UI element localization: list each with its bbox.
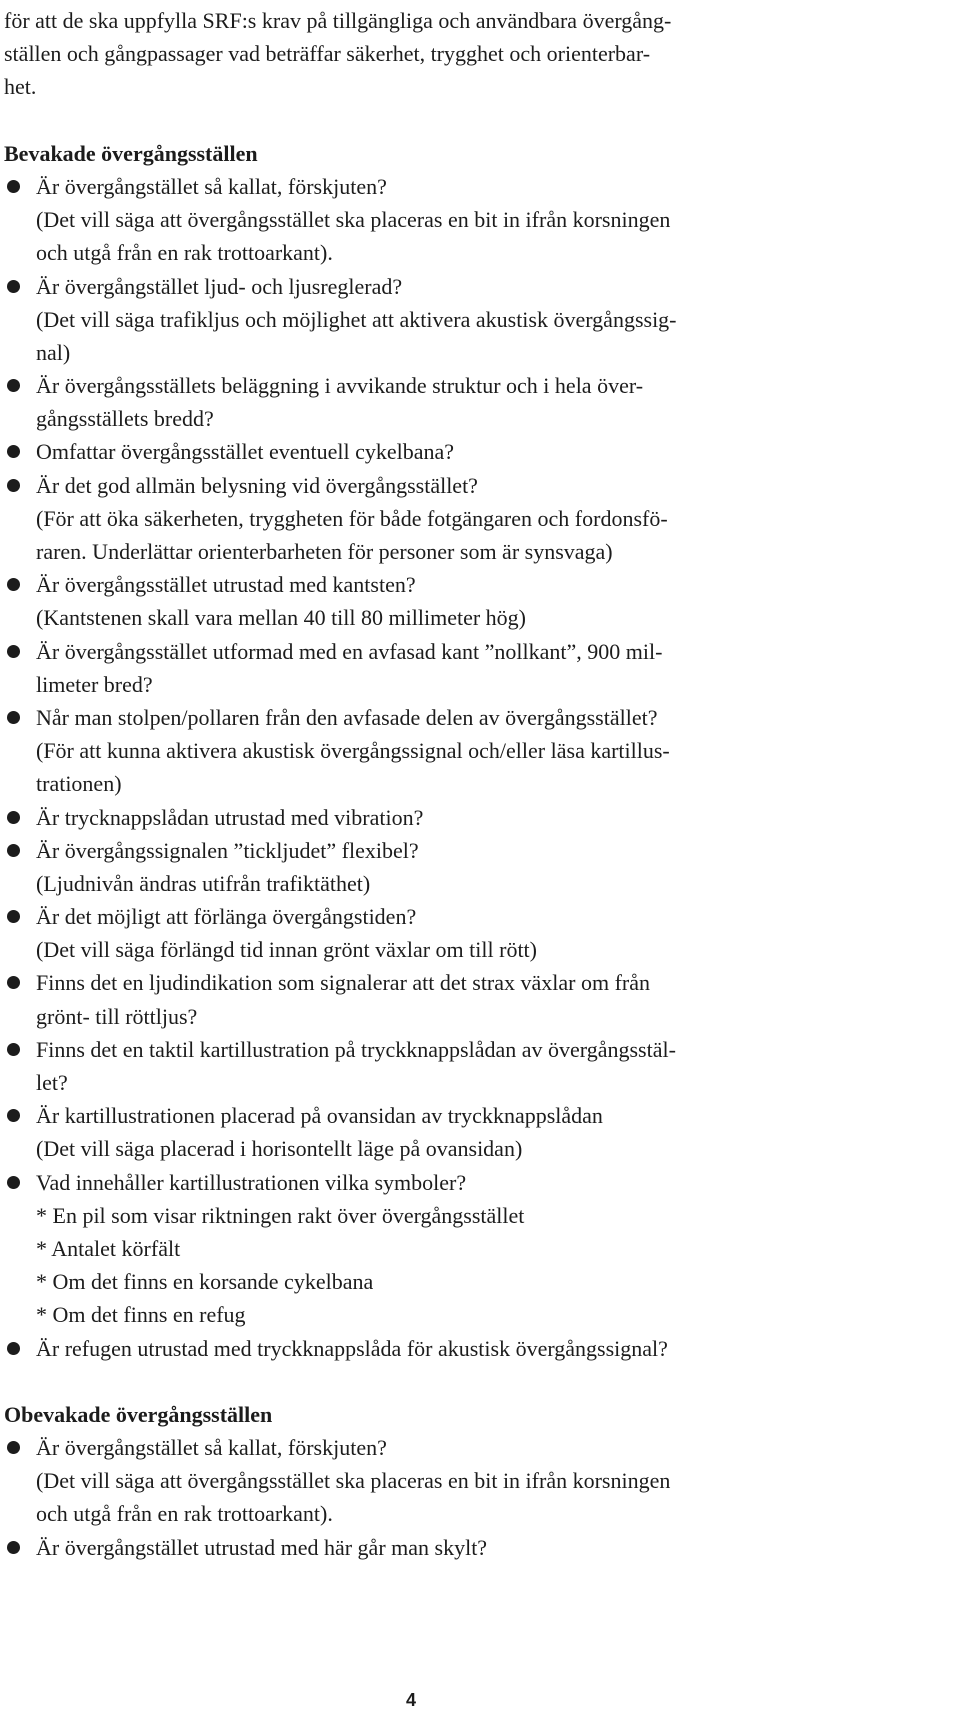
bullet-item bbox=[4, 170, 934, 203]
line-text: Är övergångsställets beläggning i avvikande struktur och i hela över- bbox=[36, 373, 644, 399]
line-text: Är refugen utrustad med tryckknappslåda för akustisk övergångssignal? bbox=[36, 1335, 668, 1361]
line-text: Vad innehåller kartillustrationen vilka symboler? bbox=[36, 1169, 467, 1195]
bullet-dot-icon bbox=[7, 645, 20, 658]
bullet-dot-icon bbox=[7, 1176, 20, 1189]
line-text: limeter bred? bbox=[36, 671, 153, 697]
bullet-item bbox=[4, 1099, 934, 1132]
text-line bbox=[4, 1232, 934, 1265]
text-line bbox=[4, 1199, 934, 1232]
line-text: (Ljudnivån ändras utifrån trafiktäthet) bbox=[36, 870, 371, 896]
document-body bbox=[4, 4, 934, 1564]
line-text: Når man stolpen/pollaren från den avfasade delen av övergångsstället? bbox=[36, 704, 658, 730]
text-line bbox=[4, 734, 934, 767]
text-line bbox=[4, 1464, 934, 1497]
line-text: let? bbox=[36, 1070, 68, 1095]
line-text: Bevakade övergångsställen bbox=[4, 140, 258, 166]
line-text: (Det vill säga trafikljus och möjlighet att aktivera akustisk övergångssig- bbox=[36, 306, 677, 332]
text-line bbox=[4, 203, 934, 236]
bullet-item bbox=[4, 1332, 934, 1365]
text-line bbox=[4, 502, 934, 535]
line-text: för att de ska uppfylla SRF:s krav på tillgängliga och användbara övergång- bbox=[4, 8, 672, 33]
text-line bbox=[4, 601, 934, 634]
text-line bbox=[4, 535, 934, 568]
line-text: Är övergångssignalen ”tickljudet” flexibel? bbox=[36, 837, 419, 863]
line-text: Finns det en ljudindikation som signalerar att det strax växlar om från bbox=[36, 970, 651, 996]
text-line bbox=[4, 933, 934, 966]
bullet-item bbox=[4, 1531, 934, 1564]
line-text: het. bbox=[4, 74, 37, 100]
line-text: (Kantstenen skall vara mellan 40 till 80 millimeter hög) bbox=[36, 605, 526, 631]
spacer bbox=[4, 1365, 934, 1398]
text-line bbox=[4, 402, 934, 435]
bullet-item bbox=[4, 369, 934, 402]
line-text: Är trycknappslådan utrustad med vibration? bbox=[36, 804, 424, 830]
line-text: nal) bbox=[36, 339, 71, 365]
bullet-item bbox=[4, 635, 934, 668]
bullet-dot-icon bbox=[7, 976, 20, 989]
bullet-dot-icon bbox=[7, 1342, 20, 1355]
text-line bbox=[4, 70, 934, 103]
line-text: Är övergångstället utrustad med här går man skylt? bbox=[36, 1534, 488, 1560]
line-text: * Om det finns en refug bbox=[36, 1302, 246, 1328]
text-line bbox=[4, 336, 934, 369]
text-line bbox=[4, 303, 934, 336]
bullet-item bbox=[4, 1033, 934, 1066]
bullet-dot-icon bbox=[7, 445, 20, 458]
section-heading bbox=[4, 137, 934, 170]
line-text: (Det vill säga förlängd tid innan grönt växlar om till rött) bbox=[36, 937, 537, 963]
line-text: Finns det en taktil kartillustration på tryckknappslådan av övergångsstäl- bbox=[36, 1036, 676, 1062]
line-text: gångsställets bredd? bbox=[36, 406, 214, 432]
bullet-dot-icon bbox=[7, 280, 20, 293]
bullet-item bbox=[4, 801, 934, 834]
bullet-item bbox=[4, 270, 934, 303]
line-text: (Det vill säga att övergångsstället ska placeras en bit in ifrån korsningen bbox=[36, 207, 671, 233]
bullet-item bbox=[4, 966, 934, 999]
bullet-item bbox=[4, 469, 934, 502]
bullet-dot-icon bbox=[7, 811, 20, 824]
bullet-dot-icon bbox=[7, 180, 20, 193]
line-text: Är övergångsstället utformad med en avfasad kant ”nollkant”, 900 mil- bbox=[36, 638, 663, 664]
text-line bbox=[4, 668, 934, 701]
text-line bbox=[4, 1066, 934, 1099]
bullet-item bbox=[4, 701, 934, 734]
line-text: * Om det finns en korsande cykelbana bbox=[36, 1269, 374, 1295]
line-text: och utgå från en rak trottoarkant). bbox=[36, 240, 333, 266]
bullet-item bbox=[4, 834, 934, 867]
line-text: trationen) bbox=[36, 771, 122, 797]
line-text: Obevakade övergångsställen bbox=[4, 1401, 273, 1427]
line-text: Är övergångstället ljud- och ljusreglerad? bbox=[36, 273, 403, 299]
bullet-dot-icon bbox=[7, 1043, 20, 1056]
text-line bbox=[4, 4, 934, 37]
bullet-item bbox=[4, 568, 934, 601]
spacer bbox=[4, 104, 934, 137]
text-line bbox=[4, 1497, 934, 1530]
line-text: (För att kunna aktivera akustisk övergångssignal och/eller läsa kartillus- bbox=[36, 738, 670, 764]
bullet-dot-icon bbox=[7, 1441, 20, 1454]
text-line bbox=[4, 1132, 934, 1165]
text-line bbox=[4, 37, 934, 70]
bullet-dot-icon bbox=[7, 578, 20, 591]
line-text: Är kartillustrationen placerad på ovansidan av tryckknappslådan bbox=[36, 1103, 603, 1129]
line-text: * Antalet körfält bbox=[36, 1235, 181, 1261]
bullet-dot-icon bbox=[7, 379, 20, 392]
text-line bbox=[4, 236, 934, 269]
bullet-dot-icon bbox=[7, 1109, 20, 1122]
text-line bbox=[4, 767, 934, 800]
bullet-item bbox=[4, 900, 934, 933]
bullet-dot-icon bbox=[7, 910, 20, 923]
line-text: Är övergångstället så kallat, förskjuten? bbox=[36, 173, 387, 199]
line-text: grönt- till röttljus? bbox=[36, 1003, 198, 1029]
line-text: (För att öka säkerheten, tryggheten för både fotgängaren och fordonsfö- bbox=[36, 505, 668, 531]
bullet-dot-icon bbox=[7, 711, 20, 724]
line-text: och utgå från en rak trottoarkant). bbox=[36, 1501, 333, 1527]
bullet-dot-icon bbox=[7, 479, 20, 492]
line-text: raren. Underlättar orienterbarheten för personer som är synsvaga) bbox=[36, 539, 613, 564]
bullet-item bbox=[4, 435, 934, 468]
line-text: Är det god allmän belysning vid övergångsstället? bbox=[36, 472, 478, 498]
text-line bbox=[4, 1298, 934, 1331]
page-number-text: 4 bbox=[406, 1690, 417, 1710]
line-text: Omfattar övergångsstället eventuell cykelbana? bbox=[36, 439, 455, 465]
line-text: * En pil som visar riktningen rakt över övergångsstället bbox=[36, 1202, 525, 1228]
text-line bbox=[4, 1265, 934, 1298]
bullet-item bbox=[4, 1166, 934, 1199]
line-text: Är övergångsstället utrustad med kantsten? bbox=[36, 572, 416, 598]
bullet-item bbox=[4, 1431, 934, 1464]
text-line bbox=[4, 867, 934, 900]
bullet-dot-icon bbox=[7, 1541, 20, 1554]
line-text: ställen och gångpassager vad beträffar säkerhet, trygghet och orienterbar- bbox=[4, 41, 651, 67]
text-line bbox=[4, 1000, 934, 1033]
bullet-dot-icon bbox=[7, 844, 20, 857]
line-text: (Det vill säga placerad i horisontellt läge på ovansidan) bbox=[36, 1136, 523, 1162]
line-text: (Det vill säga att övergångsstället ska placeras en bit in ifrån korsningen bbox=[36, 1468, 671, 1494]
line-text: Är det möjligt att förlänga övergångstiden? bbox=[36, 904, 417, 930]
section-heading bbox=[4, 1398, 934, 1431]
line-text: Är övergångstället så kallat, förskjuten? bbox=[36, 1435, 387, 1461]
